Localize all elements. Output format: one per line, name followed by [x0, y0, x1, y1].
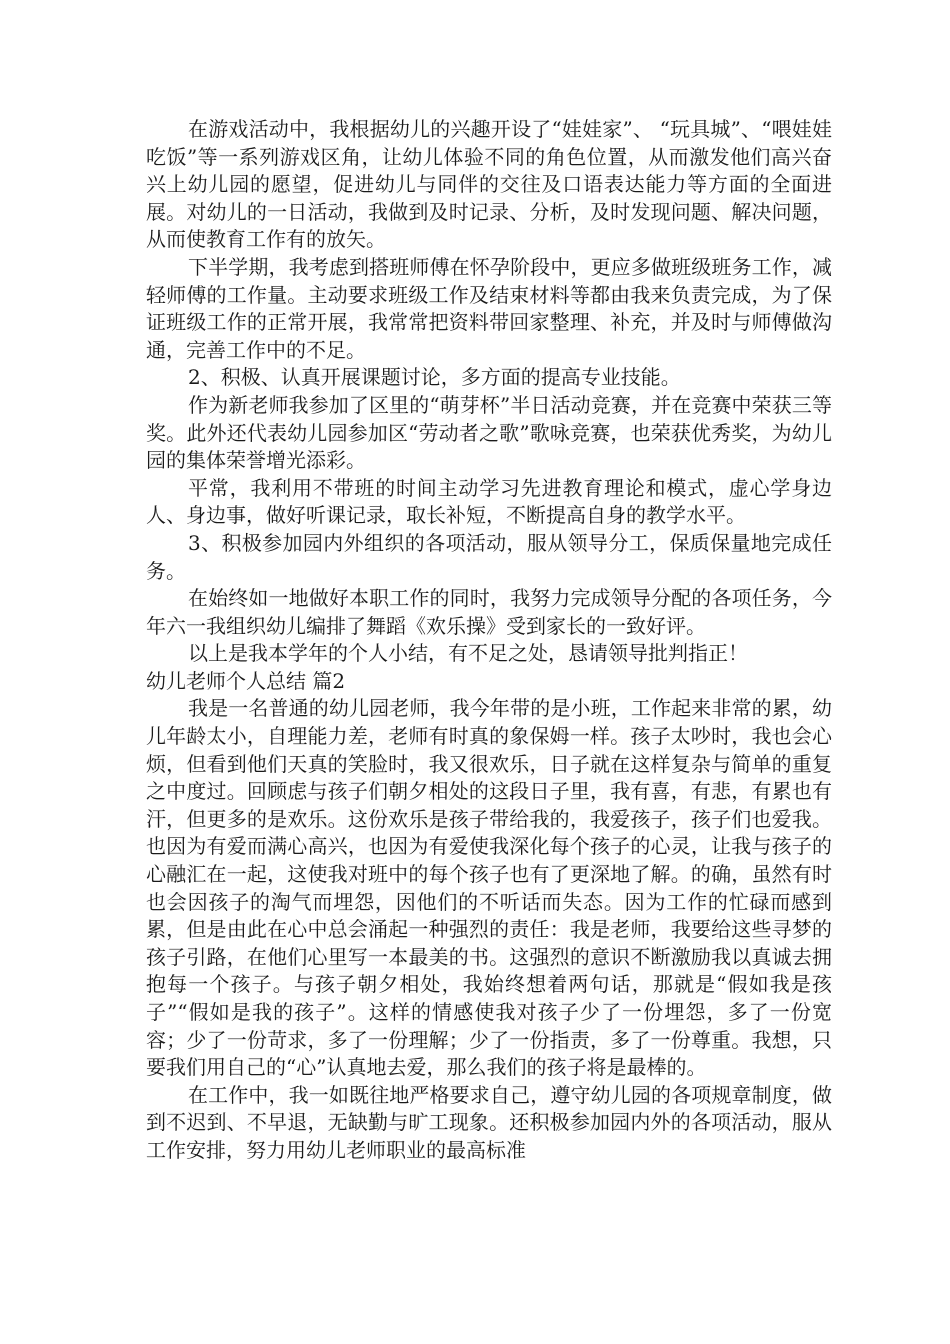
paragraph-point-2: 2、积极、认真开展课题讨论，多方面的提高专业技能。	[188, 365, 681, 390]
paragraph-competition: 作为新老师我参加了区里的“萌芽杯”半日活动竞赛，并在竞赛中荣获三等奖。此外还代表幼儿园参加区“劳动者之歌”歌咏竞赛，也荣获优秀奖，为幼儿园的集体荣誉增光添彩。	[146, 392, 832, 473]
paragraph-ordinary-teacher: 我是一名普通的幼儿园老师，我今年带的是小班，工作起来非常的累，幼儿年龄太小，自理能力差，老师有时真的象保姆一样。孩子太吵时，我也会心烦，但看到他们天真的笑脸时，我又很欢乐，日子就在这样复杂与简单的重复之中度过。回顾虑与孩子们朝夕相处的这段日子里，我有喜，有悲，有累也有汗，但更多的是欢乐。这份欢乐是孩子带给我的，我爱孩子，孩子们也爱我。也因为有爱而满心高兴，也因为有爱使我深化每个孩子的心灵，让我与孩子的心融汇在一起，这使我对班中的每个孩子也有了更深地了解。的确，虽然有时也会因孩子的淘气而埋怨，因他们的不听话而失态。因为工作的忙碌而感到累，但是由此在心中总会涌起一种强烈的责任：我是老师，我要给这些寻梦的孩子引路，在他们心里写一本最美的书。这强烈的意识不断激励我以真诚去拥抱每一个孩子。与孩子朝夕相处，我始终想着两句话，那就是“假如我是孩子”“假如是我的孩子”。这样的情感使我对孩子少了一份埋怨，多了一份宽容；少了一份苛求，多了一份理解；少了一份指责，多了一份尊重。我想，只要我们用自己的“心”认真地去爱，那么我们的孩子将是最棒的。	[146, 696, 832, 1080]
section-heading: 幼儿老师个人总结 篇2	[146, 668, 346, 693]
paragraph-second-semester: 下半学期，我考虑到搭班师傅在怀孕阶段中，更应多做班级班务工作，减轻师傅的工作量。主动要求班级工作及结束材料等都由我来负责完成，为了保证班级工作的正常开展，我常常把资料带回家整理、补充，并及时与师傅做沟通，完善工作中的不足。	[146, 254, 832, 362]
paragraph-point-3: 3、积极参加园内外组织的各项活动，服从领导分工，保质保量地完成任务。	[146, 530, 832, 583]
paragraph-conclusion: 以上是我本学年的个人小结，有不足之处，恳请领导批判指正！	[188, 641, 748, 666]
paragraph-games: 在游戏活动中，我根据幼儿的兴趣开设了“娃娃家”、 “玩具城”、“喂娃娃吃饭”等一系列游戏区角，让幼儿体验不同的角色位置，从而激发他们高兴奋兴上幼儿园的愿望，促进幼儿与同伴的交往及口语表达能力等方面的全面进展。对幼儿的一日活动，我做到及时记录、分析，及时发现问题、解决问题，从而使教育工作有的放矢。	[146, 117, 832, 252]
document-page	[146, 116, 832, 1165]
paragraph-tasks: 在始终如一地做好本职工作的同时，我努力完成领导分配的各项任务，今年六一我组织幼儿编排了舞蹈《欢乐操》受到家长的一致好评。	[146, 586, 832, 638]
paragraph-work-discipline: 在工作中，我一如既往地严格要求自己，遵守幼儿园的各项规章制度，做到不迟到、不早退，无缺勤与旷工现象。还积极参加园内外的各项活动，服从工作安排，努力用幼儿老师职业的最高标准	[146, 1082, 832, 1162]
paragraph-learning: 平常，我利用不带班的时间主动学习先进教育理论和模式，虚心学身边人、身边事，做好听课记录，取长补短，不断提高自身的教学水平。	[146, 475, 832, 528]
